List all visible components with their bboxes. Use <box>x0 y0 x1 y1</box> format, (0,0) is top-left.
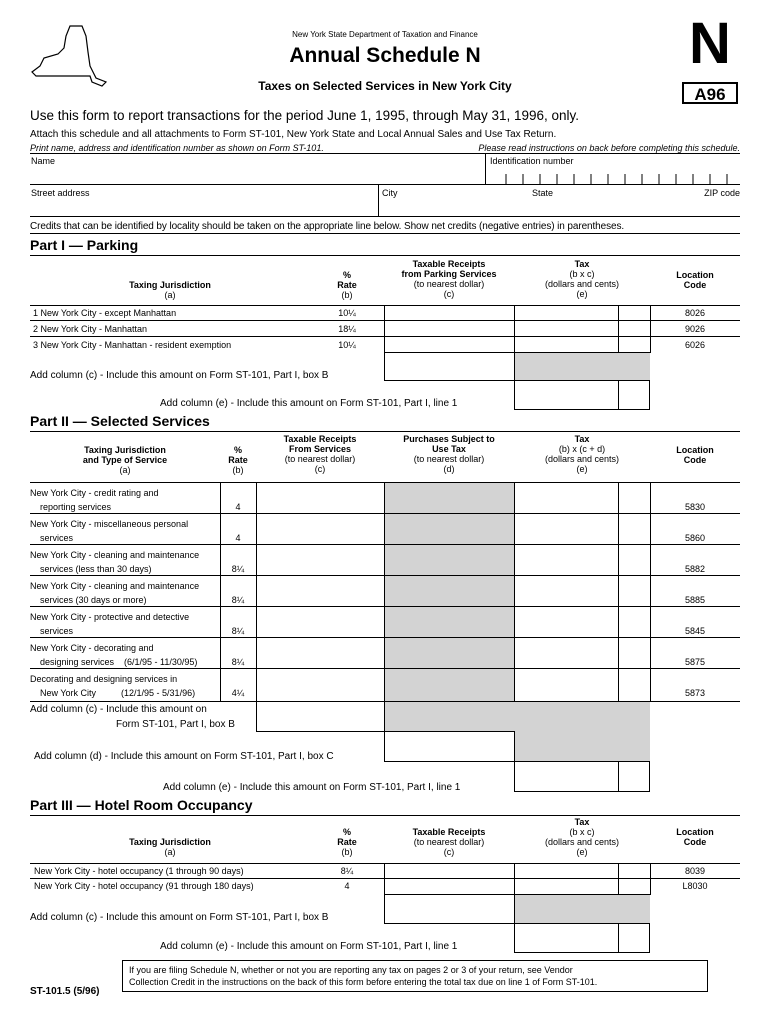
name-label: Name <box>31 156 56 166</box>
part2-row-7-rate: 4¼ <box>231 688 245 698</box>
part1-header-rate <box>310 270 384 300</box>
part3-header-jurisdiction <box>30 837 310 857</box>
header-text: (e) <box>576 289 588 299</box>
part2-row-3-label <box>30 548 199 576</box>
form-title: Annual Schedule N <box>289 44 481 67</box>
header-text: (b) <box>341 290 353 300</box>
header-text: (dollars and cents) <box>544 279 620 289</box>
label-line: New York City - cleaning and maintenance <box>30 581 200 591</box>
header-text: (c) <box>443 847 455 857</box>
part2-add-d-label: Add column (d) - Include this amount on Form ST-101, Part I, box C <box>34 751 334 762</box>
part2-purchases-shaded <box>385 483 514 702</box>
read-instruction: Please read instructions on back before completing this schedule. <box>478 143 740 153</box>
part3-title: Part III — Hotel Room Occupancy <box>30 797 253 813</box>
part2-row-4-rate: 8¼ <box>231 595 245 605</box>
label-line: New York City - credit rating and <box>30 488 159 498</box>
header-text: Taxable Receipts <box>412 827 486 837</box>
part2-header-purchases <box>384 434 514 474</box>
part2-row-6-label <box>30 641 197 669</box>
city-label: City <box>382 188 398 198</box>
header-text: (b) x (c + d) <box>558 444 606 454</box>
street-address-label: Street address <box>31 188 90 198</box>
label-line: services <box>40 533 74 543</box>
header-text: Tax <box>574 259 590 269</box>
part1-row-2-code: 9026 <box>684 324 706 334</box>
new-york-state-map-icon <box>30 22 108 94</box>
period-line: Use this form to report transactions for the period June 1, 1995, through May 31, 1996, only. <box>30 108 580 123</box>
part1-row-1-code: 8026 <box>684 308 706 318</box>
header-text: (b x c) <box>569 827 595 837</box>
part2-row-5-rate: 8¼ <box>231 626 245 636</box>
part2-header-rate <box>220 445 256 475</box>
street-address-field[interactable] <box>30 198 378 215</box>
part1-total-c-box[interactable] <box>384 352 515 381</box>
part2-row-6-rate: 8¼ <box>231 657 245 667</box>
part2-shaded-row-d <box>515 732 650 762</box>
header-text: (e) <box>576 464 588 474</box>
header-text: Taxable Receipts <box>412 259 486 269</box>
header-text: (to nearest dollar) <box>413 837 485 847</box>
name-field[interactable] <box>30 166 485 183</box>
state-label: State <box>532 188 554 198</box>
label-line: services (less than 30 days) <box>40 564 152 574</box>
part1-add-c-label: Add column (c) - Include this amount on Form ST-101, Part I, box B <box>30 370 329 381</box>
form-subtitle: Taxes on Selected Services in New York City <box>258 79 512 93</box>
part2-row-7-code: 5873 <box>684 688 706 698</box>
part3-total-e-box[interactable] <box>514 923 650 953</box>
part3-shaded-area <box>515 895 650 924</box>
part3-header-tax <box>514 817 650 857</box>
part1-row-3-code: 6026 <box>684 340 706 350</box>
header-text: % <box>342 270 351 280</box>
header-text: (d) <box>443 464 455 474</box>
label-line: New York City - decorating and <box>30 643 154 653</box>
department-name: New York State Department of Taxation and Finance <box>292 30 478 39</box>
header-text: (b) <box>341 847 353 857</box>
header-text: Location <box>676 270 714 280</box>
part2-row-4-code: 5885 <box>684 595 706 605</box>
header-text: (c) <box>314 464 326 474</box>
label-line: New York City - miscellaneous personal <box>30 519 189 529</box>
header-text: (c) <box>443 289 455 299</box>
part2-total-d-box[interactable] <box>384 731 515 762</box>
part2-total-c-box[interactable] <box>256 701 385 732</box>
part3-row-1-label: New York City - hotel occupancy (1 through 90 days) <box>34 866 244 876</box>
part3-header-location <box>650 827 740 847</box>
part1-header-receipts <box>384 259 514 299</box>
part1-add-e-label: Add column (e) - Include this amount on Form ST-101, Part I, line 1 <box>160 398 458 409</box>
header-text: and Type of Service <box>82 455 168 465</box>
header-text: Code <box>683 280 707 290</box>
part3-header-receipts <box>384 827 514 857</box>
header-text: Taxing Jurisdiction <box>84 445 166 455</box>
part2-row-5-code: 5845 <box>684 626 706 636</box>
part1-row-3-rate: 10¼ <box>338 340 356 350</box>
part1-total-e-box[interactable] <box>514 380 650 410</box>
form-id: ST-101.5 (5/96) <box>30 986 100 997</box>
part3-row-2-code: L8030 <box>682 881 708 891</box>
part1-header-location <box>650 270 740 290</box>
part3-total-c-box[interactable] <box>384 894 515 924</box>
part1-row-3-label: 3 New York City - Manhattan - resident exemption <box>33 340 232 350</box>
part2-row-1-rate: 4 <box>235 502 241 512</box>
part2-row-2-label <box>30 517 188 545</box>
part2-header-jurisdiction <box>30 445 220 475</box>
schedule-letter: N <box>689 11 731 76</box>
part2-add-e-label: Add column (e) - Include this amount on Form ST-101, Part I, line 1 <box>163 782 461 793</box>
header-text: (to nearest dollar) <box>413 279 485 289</box>
part2-row-6-code: 5875 <box>684 657 706 667</box>
part2-row-5-label <box>30 610 189 638</box>
city-state-zip-field[interactable] <box>379 198 739 215</box>
header-text: Taxable Receipts <box>283 434 357 444</box>
header-text: Code <box>683 837 707 847</box>
part3-add-c-label: Add column (c) - Include this amount on Form ST-101, Part I, box B <box>30 912 329 923</box>
print-instruction: Print name, address and identification number as shown on Form ST-101. <box>30 143 324 153</box>
header-text: % <box>233 445 242 455</box>
part2-header-location <box>650 445 740 465</box>
header-text: Purchases Subject to <box>403 434 495 444</box>
part2-row-2-code: 5860 <box>684 533 706 543</box>
id-number-label: Identification number <box>490 156 574 166</box>
part3-row-1-rate: 8¼ <box>340 866 354 876</box>
part1-row-2-label: 2 New York City - Manhattan <box>33 324 148 334</box>
part2-row-4-label <box>30 579 199 607</box>
part1-shaded-area <box>515 353 650 381</box>
label-line: New York City (12/1/95 - 5/31/96) <box>40 688 196 698</box>
part3-row-1-code: 8039 <box>684 866 706 876</box>
part2-add-c-label-1: Add column (c) - Include this amount on <box>30 704 207 715</box>
header-text: (a) <box>119 465 131 475</box>
header-text: (b) <box>232 465 244 475</box>
header-text: (to nearest dollar) <box>284 454 356 464</box>
note-line: If you are filing Schedule N, whether or not you are reporting any tax on pages 2 or 3 of your return, see Vendor <box>129 965 573 975</box>
label-line: reporting services <box>40 502 112 512</box>
header-text: (a) <box>164 290 176 300</box>
header-text: Tax <box>574 817 590 827</box>
header-text: (dollars and cents) <box>544 454 620 464</box>
part1-title: Part I — Parking <box>30 237 139 253</box>
header-text: (b x c) <box>569 269 595 279</box>
part2-add-c-label-2: Form ST-101, Part I, box B <box>116 719 235 730</box>
part2-header-receipts <box>256 434 384 474</box>
header-text: Tax <box>574 434 590 444</box>
part2-total-e-box[interactable] <box>514 761 650 792</box>
part3-header-rate <box>310 827 384 857</box>
label-line: Decorating and designing services in <box>30 674 178 684</box>
part1-header-jurisdiction <box>30 280 310 300</box>
part1-header-tax <box>514 259 650 299</box>
part3-row-2-rate: 4 <box>344 881 350 891</box>
header-text: From Services <box>288 444 352 454</box>
form-code-badge: A96 <box>682 82 738 104</box>
part3-row-2-label: New York City - hotel occupancy (91 through 180 days) <box>34 881 254 891</box>
part1-row-1-receipts-input[interactable] <box>385 322 514 335</box>
vendor-credit-note <box>122 960 708 992</box>
note-line: Collection Credit in the instructions on the back of this form before entering the total tax due on line 1 of Form ST-101. <box>129 977 598 987</box>
header-text: % <box>342 827 351 837</box>
header-text: Location <box>676 827 714 837</box>
label-line: New York City - protective and detective <box>30 612 190 622</box>
part2-title: Part II — Selected Services <box>30 413 210 429</box>
id-digit-ticks <box>486 168 740 184</box>
header-text: (to nearest dollar) <box>413 454 485 464</box>
header-text: from Parking Services <box>401 269 497 279</box>
attach-line: Attach this schedule and all attachments to Form ST-101, New York State and Local Annual Sales and Use Tax Return. <box>30 129 557 140</box>
header-text: (dollars and cents) <box>544 837 620 847</box>
part2-row-7-label <box>30 672 195 700</box>
header-text: Code <box>683 455 707 465</box>
header-text: Location <box>676 445 714 455</box>
header-text: Taxing Jurisdiction <box>129 837 211 847</box>
part1-row-3-receipts-input[interactable] <box>385 337 514 351</box>
header-text: Rate <box>337 280 357 290</box>
header-text: Use Tax <box>432 444 466 454</box>
header-text: (a) <box>164 847 176 857</box>
label-line: New York City - cleaning and maintenance <box>30 550 200 560</box>
label-line: services <box>40 626 74 636</box>
label-line: designing services (6/1/95 - 11/30/95) <box>40 657 198 667</box>
part2-row-3-code: 5882 <box>684 564 706 574</box>
header-text: Rate <box>337 837 357 847</box>
header-text: Taxing Jurisdiction <box>129 280 211 290</box>
part2-header-tax <box>514 434 650 474</box>
part3-add-e-label: Add column (e) - Include this amount on Form ST-101, Part I, line 1 <box>160 941 458 952</box>
part2-row-1-label <box>30 486 159 514</box>
header-text: (e) <box>576 847 588 857</box>
part2-row-1-code: 5830 <box>684 502 706 512</box>
part1-row-1-rate: 10¼ <box>338 308 356 318</box>
label-line: services (30 days or more) <box>40 595 147 605</box>
credits-note: Credits that can be identified by locality should be taken on the appropriate line below. Show net credits (negative entries) in parentheses. <box>30 221 625 232</box>
part1-row-2-rate: 18¼ <box>338 324 356 334</box>
part1-row-1-label: 1 New York City - except Manhattan <box>33 308 177 318</box>
zip-label: ZIP code <box>704 188 740 198</box>
part2-row-3-rate: 8¼ <box>231 564 245 574</box>
part2-shaded-row-c <box>385 702 650 732</box>
part2-row-2-rate: 4 <box>235 533 241 543</box>
header-text: Rate <box>228 455 248 465</box>
id-number-field[interactable] <box>486 168 740 184</box>
